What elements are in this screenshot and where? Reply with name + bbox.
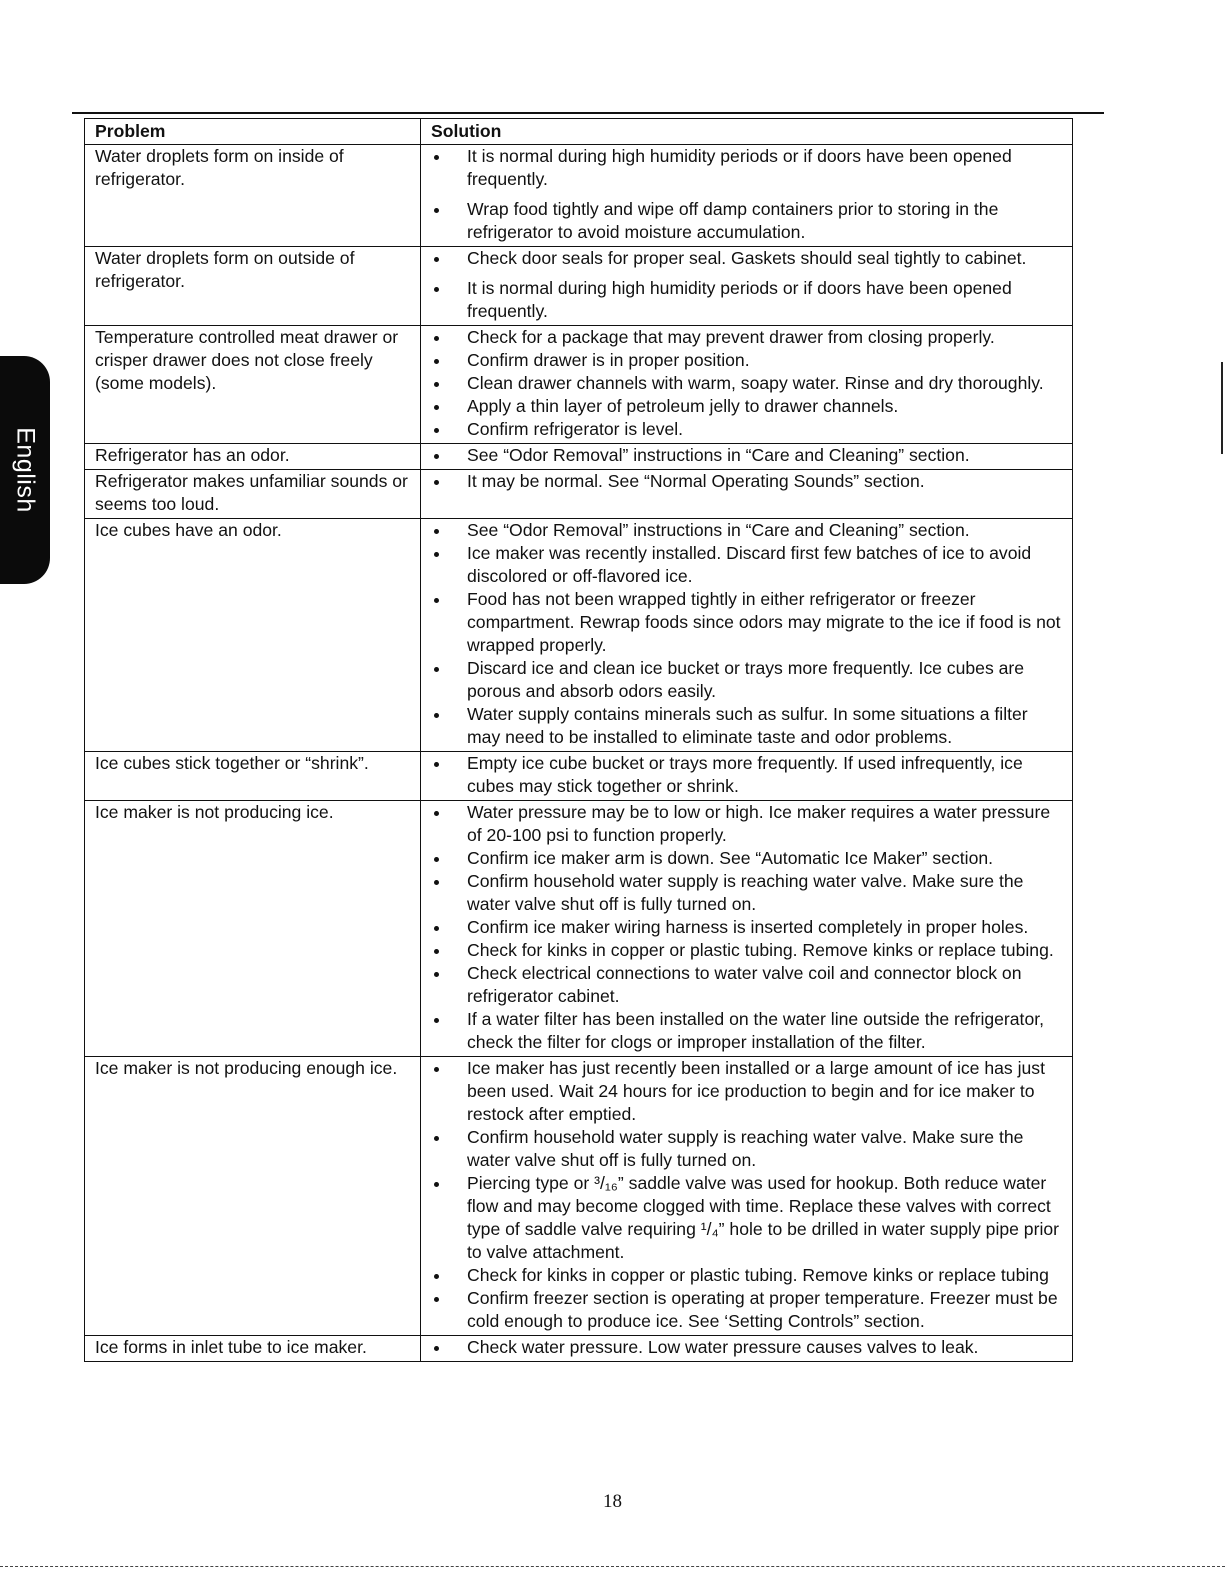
problem-cell: Ice maker is not producing ice. (85, 801, 421, 1057)
solution-item: Confirm household water supply is reaching water valve. Make sure the water valve shut off is fully turned on. (431, 1126, 1064, 1172)
table-row (85, 470, 1073, 519)
solution-list (431, 1057, 1064, 1333)
solution-item: Check door seals for proper seal. Gaskets should seal tightly to cabinet. (431, 247, 1064, 270)
language-side-tab (0, 356, 50, 584)
problem-cell: Refrigerator makes unfamiliar sounds or seems too loud. (85, 470, 421, 519)
table-row (85, 752, 1073, 801)
table-row (85, 801, 1073, 1057)
solution-list (431, 145, 1064, 244)
solution-item: Water supply contains minerals such as sulfur. In some situations a filter may need to be installed to eliminate taste and odor problems. (431, 703, 1064, 749)
solution-list (431, 247, 1064, 323)
solution-column-header: Solution (421, 119, 1073, 145)
table-row (85, 444, 1073, 470)
solution-list (431, 752, 1064, 798)
page-number: 18 (603, 1491, 622, 1512)
table-row (85, 145, 1073, 247)
solution-item: It is normal during high humidity periods or if doors have been opened frequently. (431, 277, 1064, 323)
language-label: English (11, 427, 40, 513)
problem-cell: Temperature controlled meat drawer or crisper drawer does not close freely (some models). (85, 326, 421, 444)
table-row (85, 1336, 1073, 1362)
solution-cell (421, 519, 1073, 752)
solution-item: Ice maker was recently installed. Discard first few batches of ice to avoid discolored or off-flavored ice. (431, 542, 1064, 588)
problem-cell: Ice maker is not producing enough ice. (85, 1057, 421, 1336)
solution-item: Apply a thin layer of petroleum jelly to drawer channels. (431, 395, 1064, 418)
solution-cell (421, 1057, 1073, 1336)
solution-cell (421, 801, 1073, 1057)
solution-item: See “Odor Removal” instructions in “Care and Cleaning” section. (431, 519, 1064, 542)
problem-cell: Ice cubes have an odor. (85, 519, 421, 752)
solution-item: Confirm ice maker wiring harness is inserted completely in proper holes. (431, 916, 1064, 939)
solution-list (431, 326, 1064, 441)
problem-cell: Water droplets form on inside of refrigerator. (85, 145, 421, 247)
solution-item: Check electrical connections to water valve coil and connector block on refrigerator cabinet. (431, 962, 1064, 1008)
solution-item: Check water pressure. Low water pressure causes valves to leak. (431, 1336, 1064, 1359)
solution-cell (421, 247, 1073, 326)
solution-item: Check for a package that may prevent drawer from closing properly. (431, 326, 1064, 349)
solution-item: Discard ice and clean ice bucket or trays more frequently. Ice cubes are porous and absorb odors easily. (431, 657, 1064, 703)
solution-item: It may be normal. See “Normal Operating Sounds” section. (431, 470, 1064, 493)
solution-item: Clean drawer channels with warm, soapy water. Rinse and dry thoroughly. (431, 372, 1064, 395)
solution-item: Check for kinks in copper or plastic tubing. Remove kinks or replace tubing. (431, 939, 1064, 962)
solution-item: Confirm freezer section is operating at proper temperature. Freezer must be cold enough to produce ice. See ‘Setting Controls” section. (431, 1287, 1064, 1333)
solution-item: If a water filter has been installed on the water line outside the refrigerator, check the filter for clogs or improper installation of the filter. (431, 1008, 1064, 1054)
solution-item: Water pressure may be to low or high. Ice maker requires a water pressure of 20-100 psi to function properly. (431, 801, 1064, 847)
solution-item: Food has not been wrapped tightly in either refrigerator or freezer compartment. Rewrap foods since odors may migrate to the ice if food is not wrapped properly. (431, 588, 1064, 657)
solution-list (431, 1336, 1064, 1359)
problem-column-header: Problem (85, 119, 421, 145)
solution-item: Ice maker has just recently been installed or a large amount of ice has just been used. Wait 24 hours for ice production to begin and for ice maker to restock after emptied. (431, 1057, 1064, 1126)
table-row (85, 326, 1073, 444)
solution-cell (421, 444, 1073, 470)
solution-item: Wrap food tightly and wipe off damp containers prior to storing in the refrigerator to avoid moisture accumulation. (431, 198, 1064, 244)
footer-rule (0, 1566, 1225, 1567)
solution-item: Confirm ice maker arm is down. See “Automatic Ice Maker” section. (431, 847, 1064, 870)
header-rule (72, 112, 1104, 114)
solution-item: Piercing type or ³/₁₆” saddle valve was used for hookup. Both reduce water flow and may become clogged with time. Replace these valves with correct type of saddle valve requiring ¹/₄” hole to be drilled in water supply pipe prior to valve attachment. (431, 1172, 1064, 1264)
solution-item: Confirm refrigerator is level. (431, 418, 1064, 441)
margin-mark (1221, 362, 1223, 454)
problem-cell: Water droplets form on outside of refrigerator. (85, 247, 421, 326)
problem-cell: Refrigerator has an odor. (85, 444, 421, 470)
problem-cell: Ice forms in inlet tube to ice maker. (85, 1336, 421, 1362)
solution-cell (421, 470, 1073, 519)
solution-cell (421, 326, 1073, 444)
troubleshooting-table (84, 118, 1073, 1362)
solution-list (431, 519, 1064, 749)
solution-item: Confirm drawer is in proper position. (431, 349, 1064, 372)
table-row (85, 247, 1073, 326)
solution-cell (421, 1336, 1073, 1362)
solution-item: It is normal during high humidity periods or if doors have been opened frequently. (431, 145, 1064, 191)
solution-cell (421, 752, 1073, 801)
table-row (85, 519, 1073, 752)
solution-item: See “Odor Removal” instructions in “Care and Cleaning” section. (431, 444, 1064, 467)
table-body (85, 145, 1073, 1362)
table-row (85, 1057, 1073, 1336)
solution-list (431, 470, 1064, 493)
solution-list (431, 444, 1064, 467)
solution-list (431, 801, 1064, 1054)
solution-cell (421, 145, 1073, 247)
problem-cell: Ice cubes stick together or “shrink”. (85, 752, 421, 801)
solution-item: Confirm household water supply is reaching water valve. Make sure the water valve shut off is fully turned on. (431, 870, 1064, 916)
solution-item: Empty ice cube bucket or trays more frequently. If used infrequently, ice cubes may stick together or shrink. (431, 752, 1064, 798)
solution-item: Check for kinks in copper or plastic tubing. Remove kinks or replace tubing (431, 1264, 1064, 1287)
table-header-row (85, 119, 1073, 145)
